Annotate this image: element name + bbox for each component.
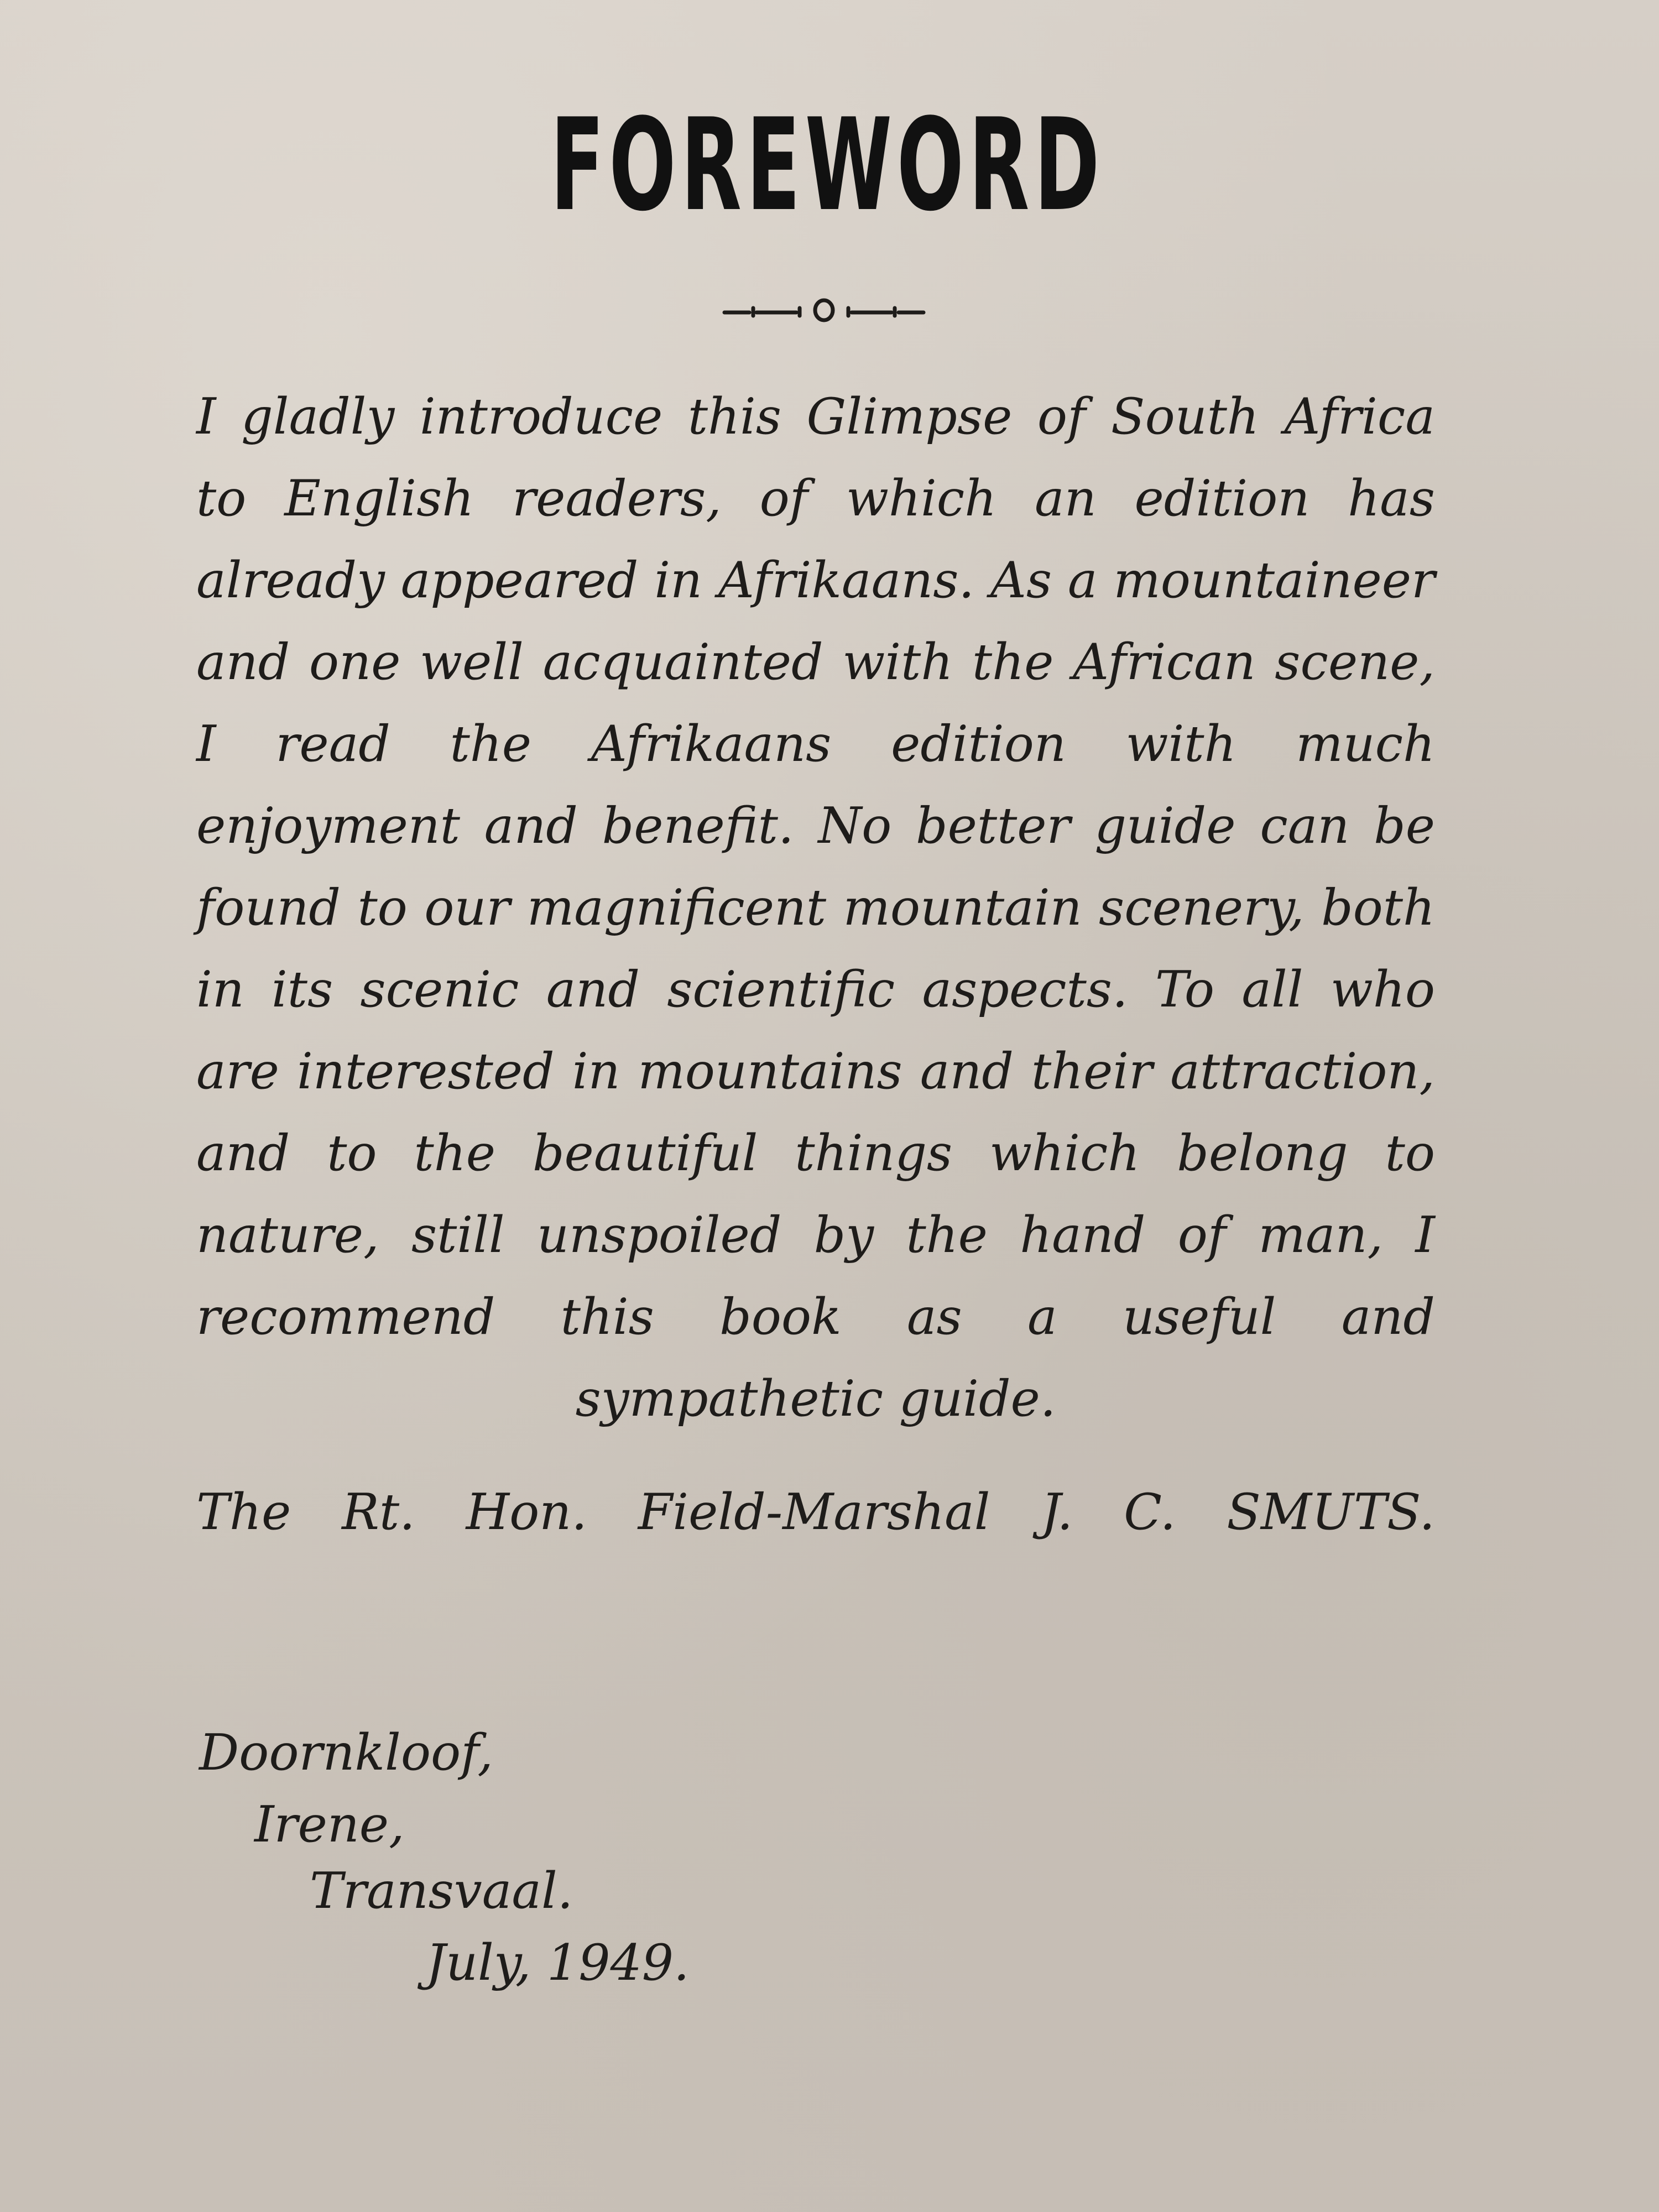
- address-line-irene: Irene,: [254, 1796, 405, 1854]
- page-title: FOREWORD: [550, 92, 1105, 239]
- date-line: July, 1949.: [426, 1934, 690, 1992]
- address-line-transvaal: Transvaal.: [310, 1862, 573, 1920]
- ornament-divider: [719, 285, 929, 335]
- foreword-paragraph: I gladly introduce this Glimpse of South Africa to English readers, of which an edition has already appeared in Afrikaans. As a mountaineer and one well acquainted with the African scene, I read the Afrikaans edition with much enjoyment and benefit. No better guide can be found to our magnificent mountain scenery, both in its scenic and scientific aspects. To all who are interested in mountains and their attraction, and to the beautiful things which belong to nature, still unspoiled by the hand of man, I recommend this book as a useful and sympathetic guide.: [196, 388, 1435, 1428]
- address-line-doornkloof: Doornkloof,: [199, 1724, 493, 1782]
- signature-line: The Rt. Hon. Field-Marshal J. C. SMUTS.: [196, 1483, 1435, 1541]
